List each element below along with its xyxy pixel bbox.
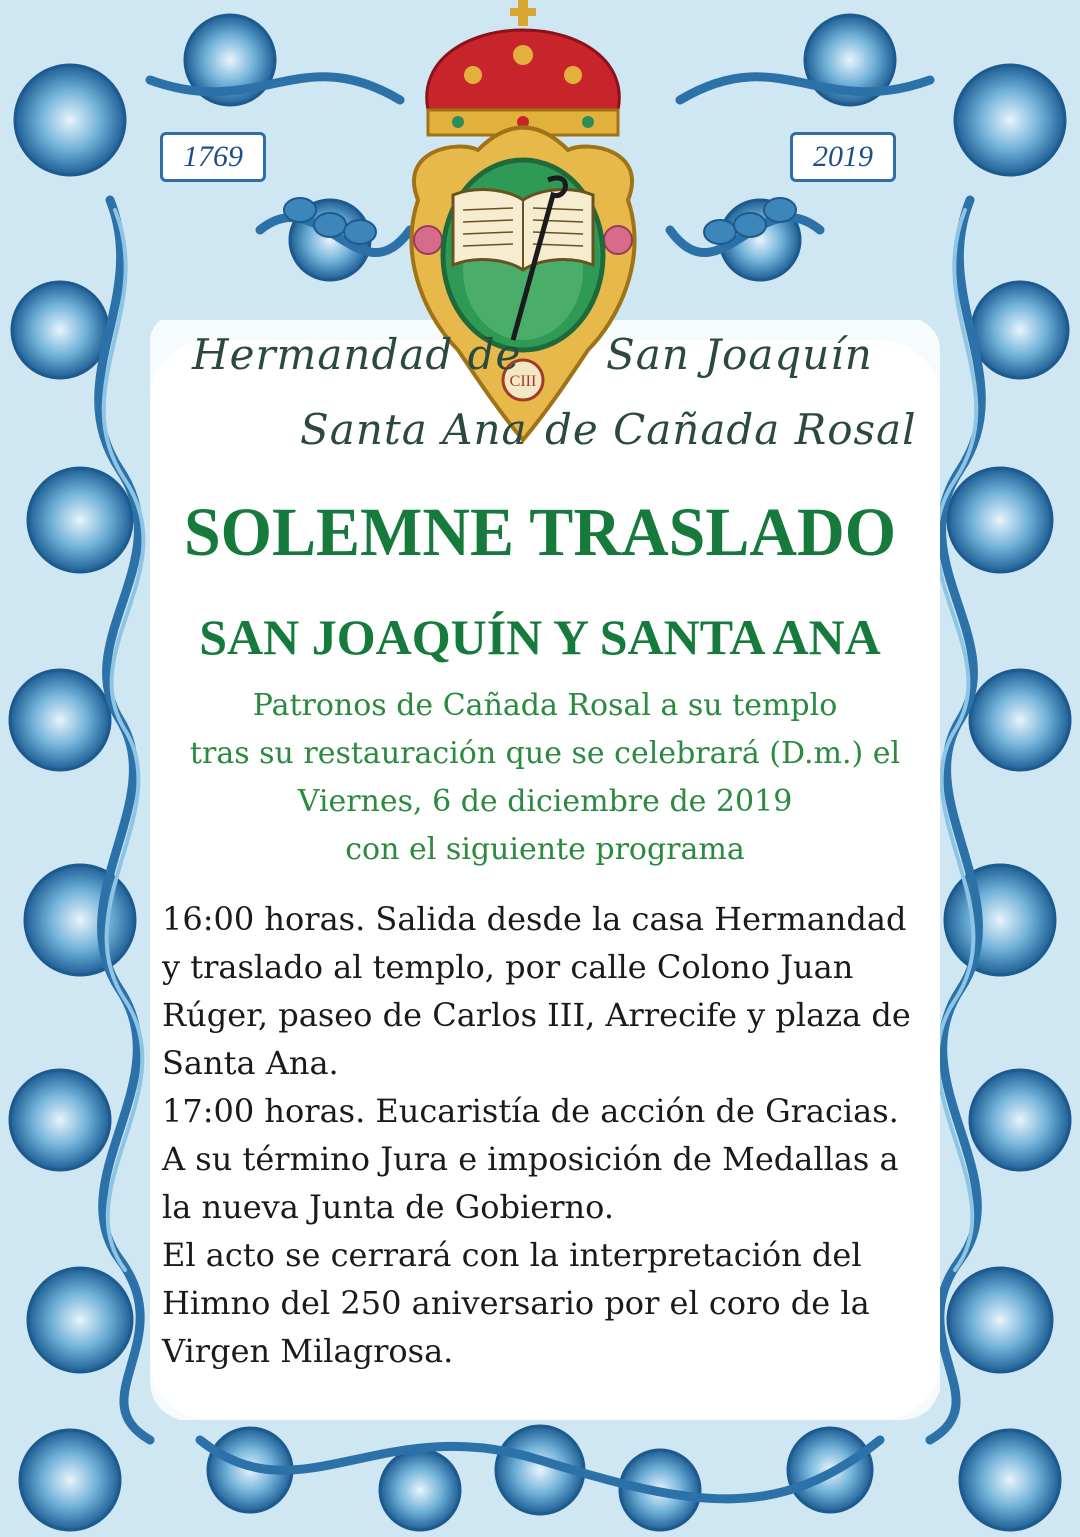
intro-line: tras su restauración que se celebrará (D.m.) el [189, 736, 901, 771]
year-current-plaque: 2019 [790, 132, 896, 182]
intro-line: Viernes, 6 de diciembre de 2019 [297, 784, 793, 819]
crown-icon [427, 30, 620, 135]
program-line: y traslado al templo, por calle Colono Juan [162, 948, 854, 986]
program-line: la nueva Junta de Gobierno. [162, 1188, 614, 1226]
brotherhood-name-part1: Hermandad de [192, 330, 522, 379]
year-founded-plaque: 1769 [160, 132, 266, 182]
brotherhood-crest [398, 0, 648, 460]
intro-line: con el siguiente programa [345, 832, 745, 867]
monogram-icon: CIII [509, 373, 537, 390]
event-intro [150, 682, 940, 874]
program-line: Santa Ana. [162, 1044, 339, 1082]
program-line: Himno del 250 aniversario por el coro de la [162, 1284, 870, 1322]
brotherhood-name-part4: de Cañada Rosal [545, 405, 917, 454]
open-book-icon [453, 190, 593, 270]
program-line: Virgen Milagrosa. [162, 1332, 454, 1370]
brotherhood-name-part2: San Joaquín [606, 330, 873, 379]
cross-icon [510, 0, 536, 26]
intro-line: Patronos de Cañada Rosal a su templo [252, 688, 838, 723]
event-program [162, 895, 922, 1375]
program-line: 16:00 horas. Salida desde la casa Hermandad [162, 900, 907, 938]
program-line: Rúger, paseo de Carlos III, Arrecife y plaza de [162, 996, 911, 1034]
event-subtitle: SAN JOAQUÍN Y SANTA ANA [199, 609, 881, 665]
program-line: 17:00 horas. Eucaristía de acción de Gracias. [162, 1092, 899, 1130]
program-line: El acto se cerrará con la interpretación del [162, 1236, 862, 1274]
program-line: A su término Jura e imposición de Medallas a [162, 1140, 899, 1178]
brotherhood-name-part3: Santa Ana [300, 405, 528, 454]
rose-left-icon [414, 226, 442, 254]
rose-right-icon [604, 226, 632, 254]
event-title: SOLEMNE TRASLADO [183, 494, 897, 571]
